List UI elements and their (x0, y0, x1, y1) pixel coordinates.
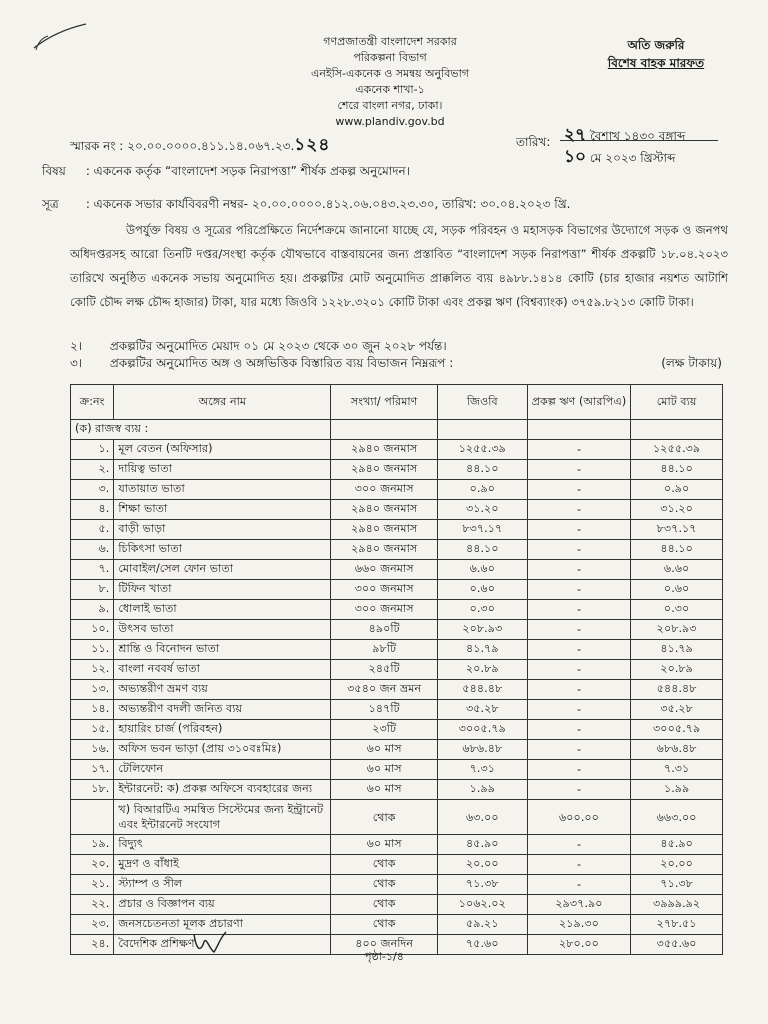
memo-label: স্মারক নং : (70, 139, 124, 153)
body-paragraph: উপর্যুক্ত বিষয় ও সূত্রের পরিপ্রেক্ষিতে নির্দেশক্রমে জানানো যাচ্ছে যে, সড়ক পরিবহন ও মহাসড়ক বিভাগের উদ্যোগে সড়ক ও জনপথ অধিদপ্তরসহ আরো তিনটি দপ্তর/সংস্থা কর্তৃক যৌথভাবে বাস্তবায়নের জন্য প্রস্তাবিত “বাংলাদেশ সড়ক নিরাপত্তা” শীর্ষক প্রকল্পটি ১৮.০৪.২০২৩ তারিখে অনুষ্ঠিত একনেক সভায় অনুমোদিত হয়। প্রকল্পটির মোট অনুমোদিত প্রাক্কলিত ব্যয় ৪৯৮৮.১৪১৪ কোটি (চার হাজার নয়শত আটাশি কোটি চৌদ্দ লক্ষ চৌদ্দ হাজার) টাকা, যার মধ্যে জিওবি ১২২৮.৩২০১ কোটি টাকা এবং প্রকল্প ঋণ (বিশ্বব্যাংক) ৩৭৫৯.৮২১৩ কোটি টাকা। (70, 223, 728, 309)
table-cell: ০.৩০ (437, 600, 527, 620)
table-cell: - (527, 740, 631, 760)
table-cell: ৩৫৪০ জন ভ্রমন (331, 680, 437, 700)
table-cell (631, 420, 723, 440)
table-row (71, 720, 723, 740)
table-cell: ৩১.২০ (437, 500, 527, 520)
memo-hand-number: ১২৪ (294, 135, 331, 155)
table-cell: - (527, 440, 631, 460)
table-cell: অফিস ভবন ভাড়া (প্রায় ৩১০বঃমিঃ) (114, 740, 331, 760)
table-row (71, 700, 723, 720)
table-cell: ৮৩৭.১৭ (437, 520, 527, 540)
table-cell: ০.৬০ (437, 580, 527, 600)
table-cell: - (527, 480, 631, 500)
table-cell: টিফিন খাতা (114, 580, 331, 600)
subject-label: বিষয় (42, 164, 66, 178)
table-cell: ২৩. (71, 915, 114, 935)
table-cell: ৬.৬০ (437, 560, 527, 580)
table-cell: - (527, 700, 631, 720)
table-row (71, 520, 723, 540)
table-cell: ৯. (71, 600, 114, 620)
table-cell: প্রচার ও বিজ্ঞাপন ব্যয় (114, 895, 331, 915)
table-cell: স্ট্যাম্প ও সীল (114, 875, 331, 895)
table-cell: - (527, 760, 631, 780)
table-row (71, 620, 723, 640)
table-cell: ৫৪৪.৪৮ (631, 680, 723, 700)
table-cell: মোবাইল/সেল ফোন ভাতা (114, 560, 331, 580)
table-cell: ৩৯৯৯.৯২ (631, 895, 723, 915)
office-header (250, 34, 530, 130)
table-cell: ৬০ মাস (331, 780, 437, 800)
table-row (71, 740, 723, 760)
table-cell: - (527, 780, 631, 800)
table-header-row (71, 385, 723, 420)
table-cell: ৩. (71, 480, 114, 500)
table-cell: ৫. (71, 520, 114, 540)
table-cell: ২. (71, 460, 114, 480)
table-cell: ৩৫.২৮ (631, 700, 723, 720)
table-cell: ১২. (71, 660, 114, 680)
table-row (71, 560, 723, 580)
table-cell: ০.৯০ (631, 480, 723, 500)
date-label: তারিখ: (516, 135, 551, 149)
column-header: সংখ্যা/ পরিমাণ (331, 385, 437, 420)
table-cell: অভ্যন্তরীণ ভ্রমণ ব্যয় (114, 680, 331, 700)
item-number: ২। (70, 339, 83, 353)
table-cell: - (527, 720, 631, 740)
table-cell (527, 420, 631, 440)
table-row (71, 680, 723, 700)
table-cell: - (527, 640, 631, 660)
section-label: (ক) রাজস্ব ব্যয় : (71, 420, 331, 440)
table-cell: থোক (331, 855, 437, 875)
table-row (71, 780, 723, 800)
table-cell: অভ্যন্তরীণ বদলী জনিত ব্যয় (114, 700, 331, 720)
table-cell: - (527, 580, 631, 600)
table-cell: - (527, 460, 631, 480)
table-cell: ৩৫.২৮ (437, 700, 527, 720)
table-cell: - (527, 875, 631, 895)
pen-mark-icon (30, 22, 90, 62)
table-cell: ৭.৩১ (631, 760, 723, 780)
table-row (71, 580, 723, 600)
table-cell: ৫৪৪.৪৮ (437, 680, 527, 700)
table-cell: ইন্টারনেট: ক) প্রকল্প অফিসে ব্যবহারের জন্য (114, 780, 331, 800)
english-date (564, 144, 675, 172)
table-cell: ৬৮৬.৪৮ (631, 740, 723, 760)
item-text: প্রকল্পটির অনুমোদিত অঙ্গ ও অঙ্গভিত্তিক বিস্তারিত ব্যয় বিভাজন নিম্নরূপ : (109, 356, 454, 370)
table-cell: ১৮. (71, 780, 114, 800)
table-cell: শিক্ষা ভাতা (114, 500, 331, 520)
table-cell: থোক (331, 915, 437, 935)
english-month-year: মে ২০২৩ খ্রিস্টাব্দ (589, 151, 676, 165)
table-cell: ৩৫৫.৬০ (631, 935, 723, 955)
table-cell: ১৫. (71, 720, 114, 740)
table-row (71, 640, 723, 660)
item-text: প্রকল্পটির অনুমোদিত মেয়াদ ০১ মে ২০২৩ থেকে ৩০ জুন ২০২৮ পর্যন্ত। (109, 339, 447, 353)
table-cell: ৩০০৫.৭৯ (631, 720, 723, 740)
table-row (71, 800, 723, 835)
table-cell: - (527, 620, 631, 640)
reference-label: সূত্র (42, 197, 59, 211)
table-cell: ৬৬০ জনমাস (331, 560, 437, 580)
table-cell: ২৮০.০০ (527, 935, 631, 955)
table-cell: ২৯৩৭.৯০ (527, 895, 631, 915)
table-row (71, 895, 723, 915)
table-cell: টেলিফোন (114, 760, 331, 780)
table-cell: ১৬. (71, 740, 114, 760)
table-cell: ২১. (71, 875, 114, 895)
table-row (71, 500, 723, 520)
table-cell: ৩০০ জনমাস (331, 600, 437, 620)
table-cell: ১১. (71, 640, 114, 660)
table-cell: ৩০০ জনমাস (331, 480, 437, 500)
table-cell: ৬. (71, 540, 114, 560)
header-line: শেরে বাংলা নগর, ঢাকা। (337, 99, 443, 112)
table-cell: থোক (331, 895, 437, 915)
table-cell: থোক (331, 875, 437, 895)
unit-label: (লক্ষ টাকায়) (661, 356, 722, 370)
table-cell: থোক (331, 800, 437, 835)
table-cell (71, 800, 114, 835)
header-line: গণপ্রজাতন্ত্রী বাংলাদেশ সরকার (323, 35, 457, 48)
table-cell: ৪৪.১০ (631, 540, 723, 560)
table-row (71, 600, 723, 620)
table-cell: ৩১.২০ (631, 500, 723, 520)
table-row (71, 760, 723, 780)
table-cell: ২৯৪০ জনমাস (331, 540, 437, 560)
table-cell: যাতায়াত ভাতা (114, 480, 331, 500)
date-divider (560, 140, 718, 141)
table-cell: ৪৪.১০ (437, 540, 527, 560)
table-cell: খ) বিআরটিএ সমন্বিত সিস্টেমের জন্য ইন্ট্রানেট এবং ইন্টারনেট সংযোগ (114, 800, 331, 835)
table-cell: ধোলাই ভাতা (114, 600, 331, 620)
memo-number-row (70, 132, 330, 160)
table-cell: ২৭৮.৫১ (631, 915, 723, 935)
table-cell: ২৯৪০ জনমাস (331, 440, 437, 460)
table-cell: বাড়ী ভাড়া (114, 520, 331, 540)
table-cell: মূল বেতন (অফিসার) (114, 440, 331, 460)
table-cell: বাংলা নববর্ষ ভাতা (114, 660, 331, 680)
header-line: পরিকল্পনা বিভাগ (353, 51, 427, 64)
table-cell: ১৯. (71, 835, 114, 855)
table-cell: ২৪৫টি (331, 660, 437, 680)
header-line: একনেক শাখা-১ (355, 83, 425, 96)
table-cell: ৭.৩১ (437, 760, 527, 780)
table-cell: - (527, 500, 631, 520)
table-cell: ৬০ মাস (331, 740, 437, 760)
table-cell: ৮৩৭.১৭ (631, 520, 723, 540)
table-cell: - (527, 520, 631, 540)
table-cell: হায়ারিং চার্জ (পরিবহন) (114, 720, 331, 740)
memo-number: ২০.০০.০০০০.৪১১.১৪.০৬৭.২৩. (127, 139, 295, 153)
reference-line (42, 196, 570, 216)
table-cell: ২০৮.৯৩ (631, 620, 723, 640)
table-cell: ৪৪.১০ (631, 460, 723, 480)
table-cell: ৪. (71, 500, 114, 520)
table-cell: ৬৩.০০ (437, 800, 527, 835)
table-row (71, 835, 723, 855)
table-cell: ৩০০ জনমাস (331, 580, 437, 600)
table-cell: ৬.৬০ (631, 560, 723, 580)
table-cell: - (527, 540, 631, 560)
table-row (71, 540, 723, 560)
table-cell: ২২. (71, 895, 114, 915)
table-cell: ১০৬২.০২ (437, 895, 527, 915)
table-cell: ৭১.৩৮ (631, 875, 723, 895)
table-cell: ১৩. (71, 680, 114, 700)
item-number: ৩। (70, 356, 83, 370)
page-number: পৃষ্ঠা-১/৪ (364, 950, 404, 963)
table-cell: ০.৩০ (631, 600, 723, 620)
table-cell: ৪৯০টি (331, 620, 437, 640)
website-link[interactable]: www.plandiv.gov.bd (335, 115, 445, 128)
table-cell: ১.৯৯ (631, 780, 723, 800)
list-item (70, 355, 722, 372)
table-cell: ২৩টি (331, 720, 437, 740)
column-header: জিওবি (437, 385, 527, 420)
table-cell: শ্রান্তি ও বিনোদন ভাতা (114, 640, 331, 660)
table-cell: ১২৫৫.৩৯ (437, 440, 527, 460)
table-cell: ২৯৪০ জনমাস (331, 460, 437, 480)
table-cell: - (527, 680, 631, 700)
table-cell: ১.৯৯ (437, 780, 527, 800)
table-row (71, 460, 723, 480)
section-row (71, 420, 723, 440)
table-cell: ৪১.৭৯ (437, 640, 527, 660)
table-cell: ২০.০০ (631, 855, 723, 875)
table-cell: ২৪. (71, 935, 114, 955)
table-cell: - (527, 560, 631, 580)
table-row (71, 855, 723, 875)
table-cell: - (527, 855, 631, 875)
table-cell: ১৭. (71, 760, 114, 780)
table-row (71, 915, 723, 935)
table-cell: ৬০ মাস (331, 835, 437, 855)
table-cell: - (527, 600, 631, 620)
table-cell: ২৯৪০ জনমাস (331, 520, 437, 540)
delivery-label: বিশেষ বাহক মারফত (607, 56, 705, 70)
table-cell: জনসচেতনতা মূলক প্রচারণা (114, 915, 331, 935)
table-cell: ৬০ মাস (331, 760, 437, 780)
table-row (71, 660, 723, 680)
column-header: ক্র:নং (71, 385, 114, 420)
table-cell: ৭১.৩৮ (437, 875, 527, 895)
list-item (70, 338, 722, 355)
table-cell: ৪১.৭৯ (631, 640, 723, 660)
table-cell: ৮. (71, 580, 114, 600)
subject-line (42, 163, 410, 183)
urgency-label: অতি জরুরি (627, 38, 685, 52)
table-cell: ৪৫.৯০ (437, 835, 527, 855)
table-cell: মুদ্রণ ও বাঁধাই (114, 855, 331, 875)
table-cell: ২০.৮৯ (437, 660, 527, 680)
table-cell: ২০.৮৯ (631, 660, 723, 680)
reference-text: : একনেক সভার কার্যবিবরণী নম্বর- ২০.০০.০০০০.৪১২.০৬.০৪৩.২৩.৩০, তারিখ: ৩০.০৪.২০২৩ খ্রি. (85, 197, 571, 211)
table-cell: ৭. (71, 560, 114, 580)
column-header: প্রকল্প ঋণ (আরপিএ) (527, 385, 631, 420)
table-cell: ৯৮টি (331, 640, 437, 660)
table-cell: বিদ্যুৎ (114, 835, 331, 855)
table-cell: চিকিৎসা ভাতা (114, 540, 331, 560)
numbered-items (70, 338, 722, 372)
table-cell: ৪০০ জনদিন (331, 935, 437, 955)
table-cell: ৩০০৫.৭৯ (437, 720, 527, 740)
table-row (71, 480, 723, 500)
table-cell: ০.৯০ (437, 480, 527, 500)
table-cell: ১৪৭টি (331, 700, 437, 720)
table-cell: ৪৪.১০ (437, 460, 527, 480)
table-cell: ২০.০০ (437, 855, 527, 875)
table-row (71, 875, 723, 895)
table-cell: ২০. (71, 855, 114, 875)
table-cell: দায়িত্ব ভাতা (114, 460, 331, 480)
table-cell: ৫৯.২১ (437, 915, 527, 935)
table-cell (437, 420, 527, 440)
table-cell: ৬৬৩.০০ (631, 800, 723, 835)
bangla-day: ২৭ (564, 125, 587, 145)
table-cell: ১২৫৫.৩৯ (631, 440, 723, 460)
english-day: ১০ (564, 147, 587, 167)
table-cell: - (527, 835, 631, 855)
table-cell: ০.৬০ (631, 580, 723, 600)
table-cell: ৭৫.৬০ (437, 935, 527, 955)
column-header: অঙ্গের নাম (114, 385, 331, 420)
subject-text: : একনেক কর্তৃক “বাংলাদেশ সড়ক নিরাপত্তা” শীর্ষক প্রকল্প অনুমোদন। (85, 164, 411, 178)
table-row (71, 440, 723, 460)
table-cell: উৎসব ভাতা (114, 620, 331, 640)
table-cell: ১৪. (71, 700, 114, 720)
table-cell: ২০৮.৯৩ (437, 620, 527, 640)
header-line: এনইসি-একনেক ও সমন্বয় অনুবিভাগ (310, 67, 470, 80)
budget-table (70, 384, 723, 955)
column-header: মোট ব্যয় (631, 385, 723, 420)
table-cell: ২১৯.৩০ (527, 915, 631, 935)
table-cell: বৈদেশিক প্রশিক্ষণ (114, 935, 331, 955)
table-cell: ৬০০.০০ (527, 800, 631, 835)
table-cell (331, 420, 437, 440)
table-cell: ৬৮৬.৪৮ (437, 740, 527, 760)
table-cell: - (527, 660, 631, 680)
table-cell: ১. (71, 440, 114, 460)
bangla-month-year: বৈশাখ ১৪৩০ বঙ্গাব্দ (589, 129, 686, 143)
table-cell: ২৯৪০ জনমাস (331, 500, 437, 520)
urgency-block (586, 36, 726, 72)
table-cell: ৪৫.৯০ (631, 835, 723, 855)
table-cell: ১০. (71, 620, 114, 640)
